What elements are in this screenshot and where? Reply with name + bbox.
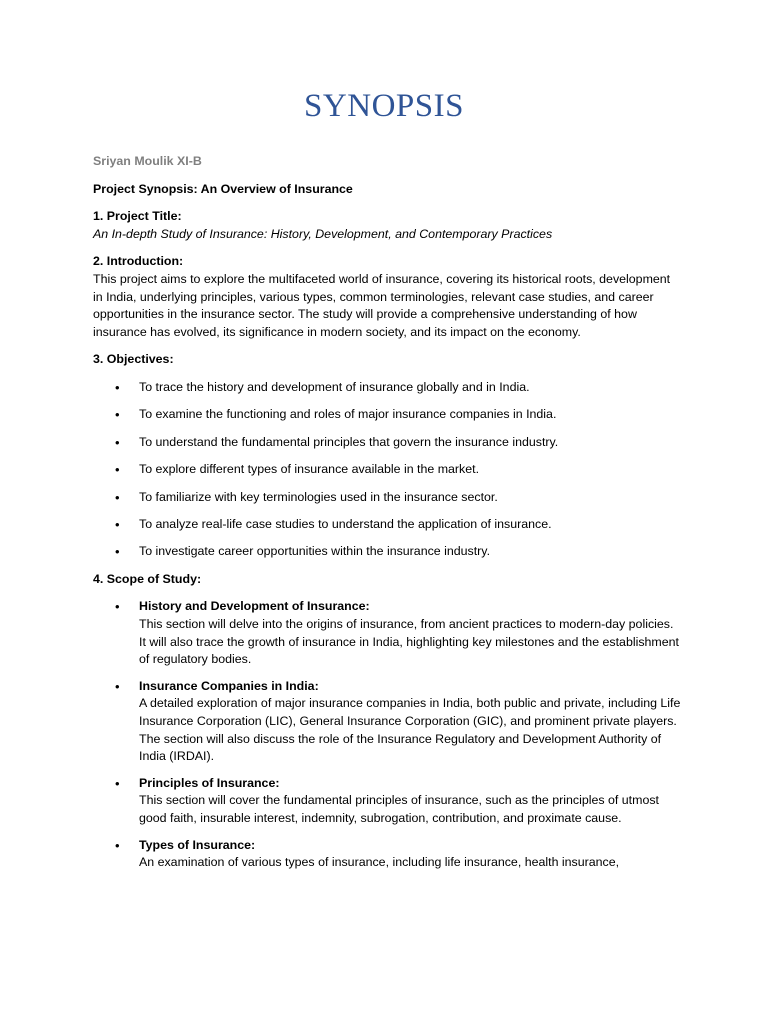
scope-item-heading: • Insurance Companies in India:	[139, 678, 319, 693]
scope-list	[93, 598, 683, 871]
introduction-section	[93, 253, 683, 341]
scope-item-text: This section will delve into the origins of insurance, from ancient practices to modern-day policies. It will also trace the growth of insurance in India, highlighting key milestones and the establishment of regulatory bodies.	[139, 617, 679, 667]
scope-item	[93, 775, 683, 828]
introduction-label: 2. Introduction:	[93, 254, 184, 269]
introduction-text: This project aims to explore the multifaceted world of insurance, covering its historical roots, development in India, underlying principles, various types, common terminologies, relevant case studies, and career opportunities in the insurance sector. The study will provide a comprehensive understanding of how insurance has evolved, its significance in modern society, and its impact on the economy.	[93, 271, 671, 339]
scope-item-heading: • History and Development of Insurance:	[139, 599, 370, 614]
synopsis-heading: Project Synopsis: An Overview of Insurance	[93, 181, 353, 196]
document-title: SYNOPSIS	[304, 88, 464, 124]
scope-item-text: An examination of various types of insurance, including life insurance, health insurance,	[139, 855, 620, 870]
objective-item: • To familiarize with key terminologies used in the insurance sector.	[93, 489, 683, 507]
project-title-label: 1. Project Title:	[93, 209, 182, 224]
scope-item-text: A detailed exploration of major insurance companies in India, both public and private, including Life Insurance Corporation (LIC), General Insurance Corporation (GIC), and prominent private players. The section will also discuss the role of the Insurance Regulatory and Development Authority of India (IRDAI).	[139, 696, 681, 764]
scope-label: 4. Scope of Study:	[93, 571, 202, 586]
scope-item	[93, 598, 683, 668]
objective-item: • To examine the functioning and roles of major insurance companies in India.	[93, 406, 683, 424]
objectives-label: 3. Objectives:	[93, 352, 174, 367]
scope-item	[93, 678, 683, 766]
objective-item: • To investigate career opportunities within the insurance industry.	[93, 543, 683, 561]
scope-item-heading: • Principles of Insurance:	[139, 775, 280, 790]
scope-item-heading: • Types of Insurance:	[139, 837, 256, 852]
scope-item-text: This section will cover the fundamental principles of insurance, such as the principles of utmost good faith, insurable interest, indemnity, subrogation, contribution, and proximate cause.	[139, 793, 659, 825]
objective-item: • To analyze real-life case studies to understand the application of insurance.	[93, 516, 683, 534]
document-body	[93, 153, 683, 882]
project-title-section	[93, 208, 683, 243]
project-title-value: An In-depth Study of Insurance: History, Development, and Contemporary Practices	[93, 226, 553, 241]
author-line: Sriyan Moulik XI-B	[93, 154, 202, 168]
objectives-list	[93, 379, 683, 561]
objective-item: • To explore different types of insurance available in the market.	[93, 461, 683, 479]
scope-item	[93, 837, 683, 872]
objective-item: • To trace the history and development of insurance globally and in India.	[93, 379, 683, 397]
objective-item: • To understand the fundamental principles that govern the insurance industry.	[93, 434, 683, 452]
